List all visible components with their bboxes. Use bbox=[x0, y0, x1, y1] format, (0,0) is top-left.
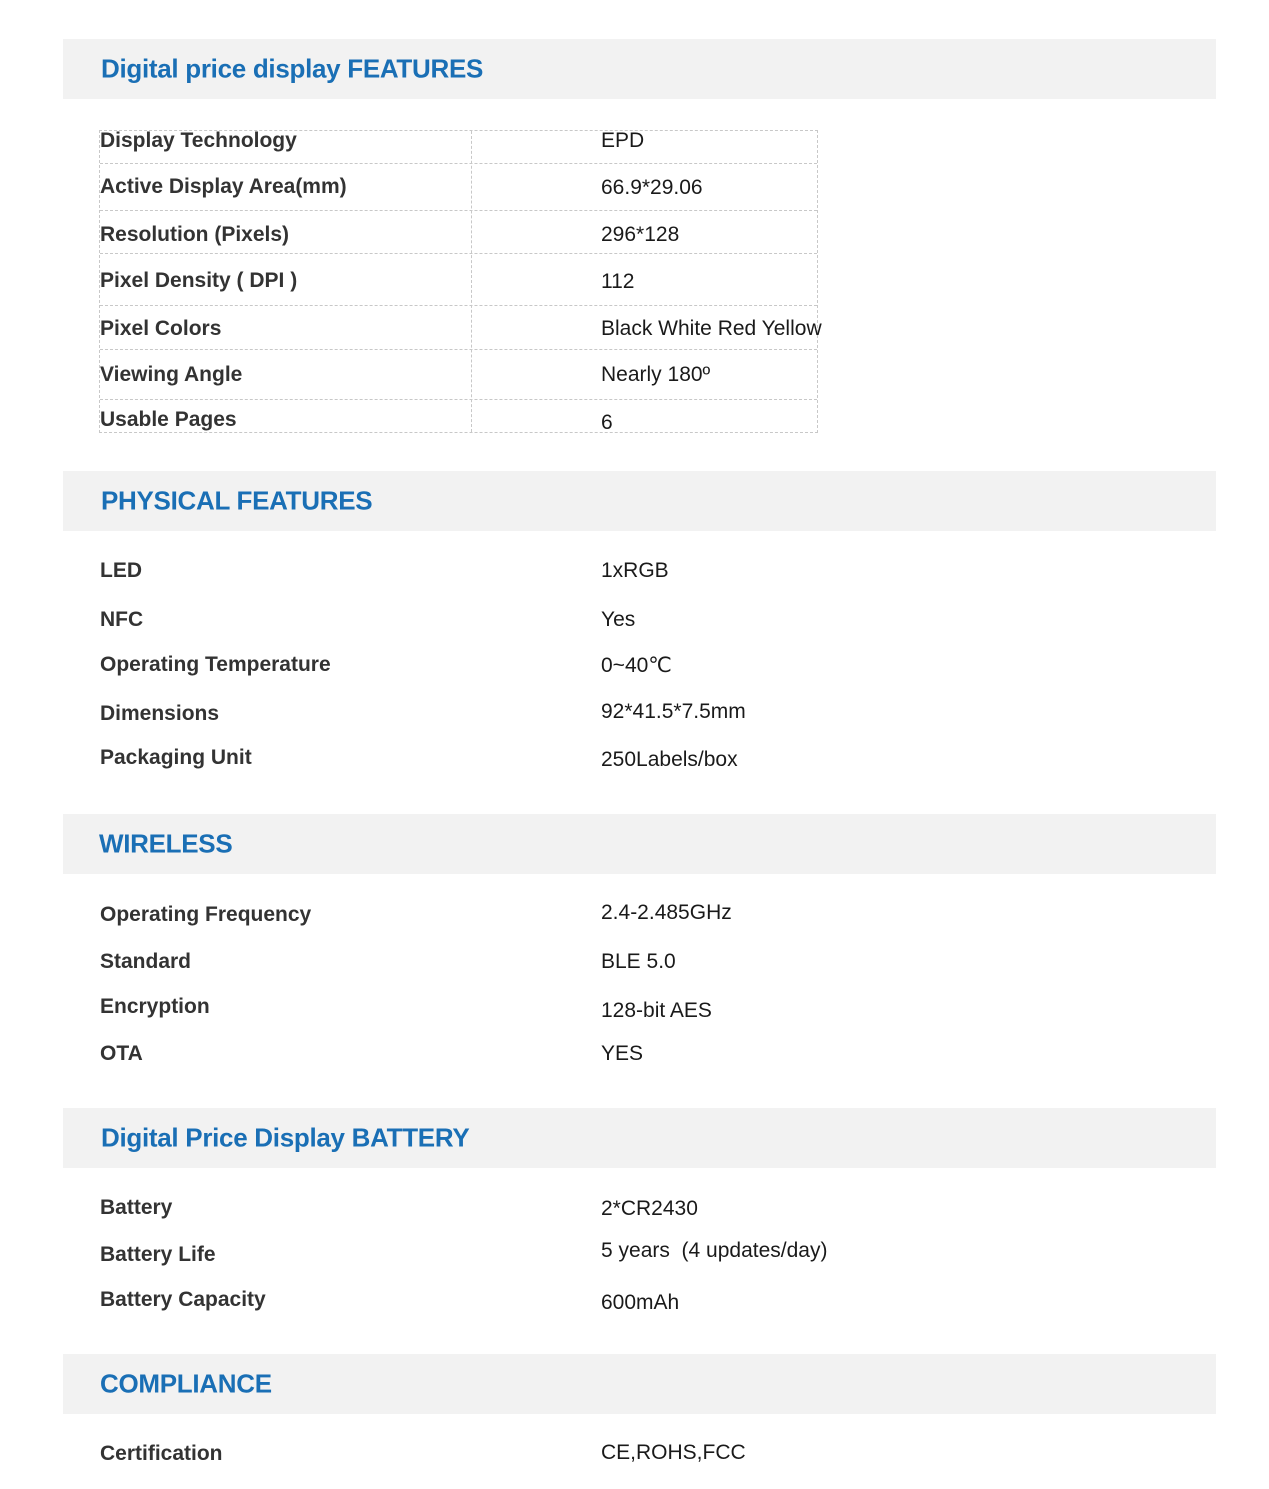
spec-value: 296*128 bbox=[601, 223, 680, 246]
section-title-display: Digital price display FEATURES bbox=[101, 53, 484, 84]
section-header-wireless bbox=[63, 814, 1216, 874]
spec-value: YES bbox=[601, 1042, 644, 1065]
spec-label: Encryption bbox=[100, 995, 210, 1018]
table-column-divider bbox=[471, 131, 472, 432]
spec-label: Battery Life bbox=[100, 1243, 216, 1266]
spec-value: Yes bbox=[601, 608, 636, 631]
spec-label: Certification bbox=[100, 1442, 223, 1465]
spec-label: Standard bbox=[100, 950, 192, 973]
spec-label: Operating Temperature bbox=[100, 653, 331, 676]
spec-label: Dimensions bbox=[100, 702, 220, 725]
spec-label: Packaging Unit bbox=[100, 746, 252, 769]
spec-label: OTA bbox=[100, 1042, 143, 1065]
spec-value: 112 bbox=[601, 270, 635, 293]
section-header-display bbox=[63, 39, 1216, 99]
spec-value: 92*41.5*7.5mm bbox=[601, 700, 746, 723]
spec-value: CE,ROHS,FCC bbox=[601, 1441, 746, 1464]
spec-value: 2.4-2.485GHz bbox=[601, 901, 732, 924]
spec-value: 0~40℃ bbox=[601, 654, 672, 677]
spec-label: Battery bbox=[100, 1196, 173, 1219]
table-row-divider bbox=[100, 163, 817, 164]
table-row-divider bbox=[100, 305, 817, 306]
spec-value: 1xRGB bbox=[601, 559, 669, 582]
spec-label: Display Technology bbox=[100, 129, 297, 152]
table-row-divider bbox=[100, 349, 817, 350]
spec-value: 66.9*29.06 bbox=[601, 176, 703, 199]
spec-label: Pixel Density ( DPI ) bbox=[100, 269, 298, 292]
spec-label: Pixel Colors bbox=[100, 317, 222, 340]
table-row-divider bbox=[100, 210, 817, 211]
table-row-divider bbox=[100, 253, 817, 254]
spec-value: 128-bit AES bbox=[601, 999, 712, 1022]
spec-label: Battery Capacity bbox=[100, 1288, 266, 1311]
spec-value: Black White Red Yellow bbox=[601, 317, 822, 340]
section-header-battery bbox=[63, 1108, 1216, 1168]
section-header-physical bbox=[63, 471, 1216, 531]
spec-value: Nearly 180º bbox=[601, 363, 711, 386]
section-header-compliance bbox=[63, 1354, 1216, 1414]
spec-value: 250Labels/box bbox=[601, 748, 738, 771]
table-row-divider bbox=[100, 399, 817, 400]
spec-value: 2*CR2430 bbox=[601, 1197, 698, 1220]
spec-label: NFC bbox=[100, 608, 144, 631]
spec-value: 6 bbox=[601, 411, 613, 434]
spec-value: EPD bbox=[601, 129, 645, 152]
spec-label: LED bbox=[100, 559, 142, 582]
spec-value: 600mAh bbox=[601, 1291, 680, 1314]
spec-label: Usable Pages bbox=[100, 408, 237, 431]
section-title-wireless: WIRELESS bbox=[99, 828, 233, 859]
spec-label: Viewing Angle bbox=[100, 363, 243, 386]
spec-label: Active Display Area(mm) bbox=[100, 175, 347, 198]
spec-label: Resolution (Pixels) bbox=[100, 223, 290, 246]
spec-value: 5 years (4 updates/day) bbox=[601, 1239, 828, 1262]
spec-value: BLE 5.0 bbox=[601, 950, 676, 973]
section-title-battery: Digital Price Display BATTERY bbox=[101, 1122, 470, 1153]
section-title-compliance: COMPLIANCE bbox=[100, 1368, 272, 1399]
spec-label: Operating Frequency bbox=[100, 903, 312, 926]
section-title-physical: PHYSICAL FEATURES bbox=[101, 485, 373, 516]
